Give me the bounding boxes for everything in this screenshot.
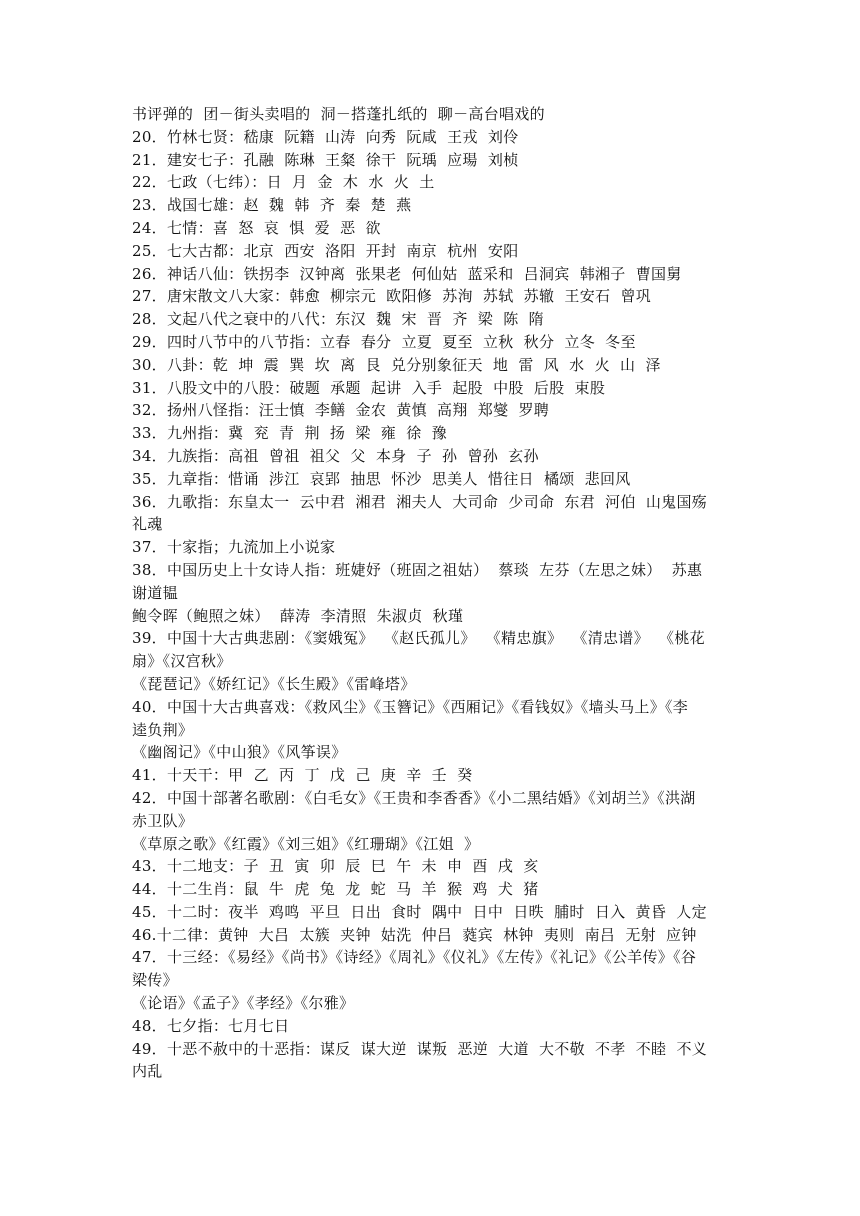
text-line: 书评弹的 团－街头卖唱的 洞－搭蓬扎纸的 聊－高台唱戏的 [132,105,545,123]
text-line: 26．神话八仙：铁拐李 汉钟离 张果老 何仙姑 蓝采和 吕洞宾 韩湘子 曹国舅 [132,264,682,283]
text-line: 39．中国十大古典悲剧：《窦娥冤》 《赵氏孤儿》 《精忠旗》 《清忠谱》 《桃花 [132,629,705,648]
text-line: 28．文起八代之衰中的八代：东汉 魏 宋 晋 齐 梁 陈 隋 [132,310,544,329]
text-line: 49．十恶不赦中的十恶指：谋反 谋大逆 谋叛 恶逆 大道 大不敬 不孝 不睦 不义 [132,1039,708,1058]
text-line: 41．十天干：甲 乙 丙 丁 戊 己 庚 辛 壬 癸 [132,766,473,785]
text-line: 37．十家指；九流加上小说家 [132,538,336,557]
document-body [132,103,732,1083]
text-line: 21．建安七子：孔融 陈琳 王粲 徐干 阮瑀 应瑒 刘桢 [132,150,519,169]
text-line: 鲍令晖（鲍照之妹） 薛涛 李清照 朱淑贞 秋瑾 [132,606,464,625]
text-line: 25．七大古都：北京 西安 洛阳 开封 南京 杭州 安阳 [132,241,519,260]
text-line: 22．七政（七纬）：日 月 金 木 水 火 土 [132,173,435,192]
text-line: 《琵琶记》《娇红记》《长生殿》《雷峰塔》 [132,674,416,693]
text-line: 46.十二律：黄钟 大吕 太簇 夹钟 姑洗 仲吕 蕤宾 林钟 夷则 南吕 无射 应钟 [132,925,697,944]
text-line: 35．九章指：惜诵 涉江 哀郢 抽思 怀沙 思美人 惜往日 橘颂 悲回风 [132,469,631,488]
text-line: 谢道韫 [132,583,178,602]
text-line: 42．中国十部著名歌剧：《白毛女》《王贵和李香香》《小二黑结婚》《刘胡兰》《洪湖 [132,788,696,807]
text-line: 30．八卦：乾 坤 震 巽 坎 离 艮 兑分别象征天 地 雷 风 水 火 山 泽 [132,355,661,374]
text-line: 《草原之歌》《红霞》《刘三姐》《红珊瑚》《江姐 》 [132,834,480,853]
text-line: 礼魂 [132,515,163,534]
text-line: 《幽阁记》《中山狼》《风筝误》 [132,743,347,762]
text-line: 20．竹林七贤：嵇康 阮籍 山涛 向秀 阮咸 王戎 刘伶 [132,127,519,146]
text-line: 27．唐宋散文八大家：韩愈 柳宗元 欧阳修 苏洵 苏轼 苏辙 王安石 曾巩 [132,287,652,306]
text-line: 32．扬州八怪指：汪士慎 李鳝 金农 黄慎 高翔 郑燮 罗聘 [132,401,550,420]
text-line: 《论语》《孟子》《孝经》《尔雅》 [132,994,355,1013]
text-line: 梁传》 [132,971,178,990]
text-line: 45．十二时：夜半 鸡鸣 平旦 日出 食时 隅中 日中 日昳 脯时 日入 黄昏 人定 [132,902,707,921]
text-line: 扇》《汉宫秋》 [132,652,232,671]
text-line: 29．四时八节中的八节指：立春 春分 立夏 夏至 立秋 秋分 立冬 冬至 [132,332,636,351]
text-line: 赤卫队》 [132,811,194,830]
text-line: 38．中国历史上十女诗人指：班婕妤（班固之祖姑） 蔡琰 左芬（左思之妹） 苏惠 [132,560,703,579]
text-line: 36．九歌指：东皇太一 云中君 湘君 湘夫人 大司命 少司命 东君 河伯 山鬼国殇 [132,492,708,511]
text-line: 43．十二地支：子 丑 寅 卯 辰 巳 午 未 申 酉 戌 亥 [132,857,539,876]
text-line: 24．七情：喜 怒 哀 惧 爱 恶 欲 [132,218,381,237]
text-line: 内乱 [132,1062,163,1081]
text-line: 44．十二生肖：鼠 牛 虎 兔 龙 蛇 马 羊 猴 鸡 犬 猪 [132,880,539,899]
text-line: 23．战国七雄：赵 魏 韩 齐 秦 楚 燕 [132,196,412,215]
text-line: 31．八股文中的八股：破题 承题 起讲 入手 起股 中股 后股 束股 [132,378,606,397]
text-line: 34．九族指：高祖 曾祖 祖父 父 本身 子 孙 曾孙 玄孙 [132,446,539,465]
text-line: 逵负荆》 [132,720,194,739]
text-line: 48．七夕指：七月七日 [132,1016,290,1035]
text-line: 47．十三经：《易经》《尚书》《诗经》《周礼》《仪礼》《左传》《礼记》《公羊传》《谷 [132,948,697,967]
text-line: 40．中国十大古典喜戏：《救风尘》《玉簪记》《西厢记》《看钱奴》《墙头马上》《李 [132,697,689,716]
text-line: 33．九州指：冀 兖 青 荆 扬 梁 雍 徐 豫 [132,424,447,443]
